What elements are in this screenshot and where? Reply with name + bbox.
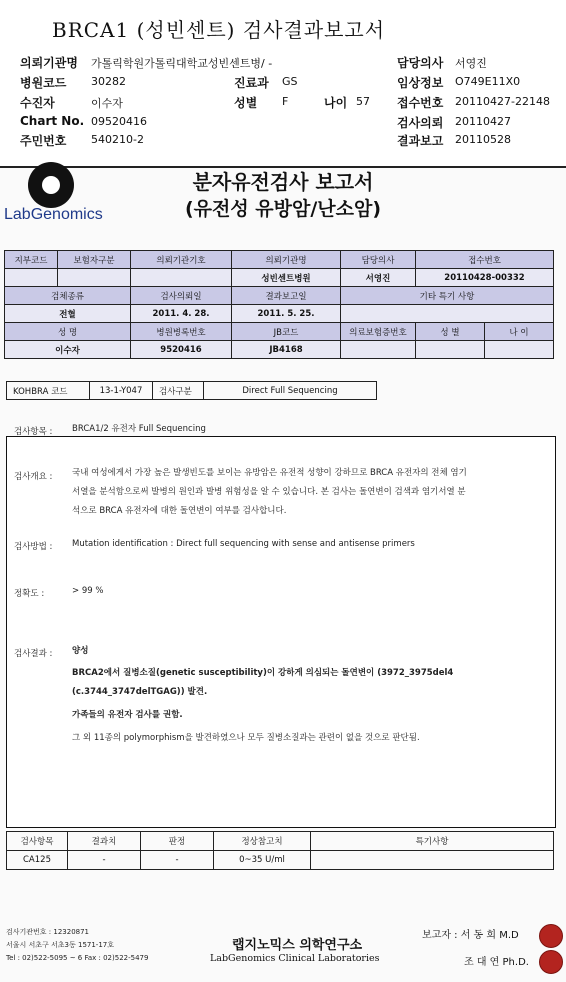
info-value-physician: 서영진	[341, 269, 416, 287]
value-department: GS	[282, 75, 298, 88]
finding-line-1: BRCA2에서 질병소질(genetic susceptibility)이 강하게 의심되는 돌연변이 (3972_3975del4	[72, 668, 454, 678]
info-value-age	[484, 341, 553, 359]
recommendation: 가족들의 유전자 검사를 권함.	[72, 710, 183, 720]
value-test-request: 20110427	[455, 115, 511, 128]
test-item-value: BRCA1/2 유전자 Full Sequencing	[72, 424, 206, 434]
overview-label: 검사개요 :	[14, 472, 53, 482]
info-label: 나 이	[484, 323, 553, 341]
patient-info-table	[4, 250, 554, 359]
reporter-1: 보고자 : 서 동 희 M.D	[422, 930, 519, 941]
info-label: 의료보험증번호	[341, 323, 416, 341]
col-header: 특기사항	[311, 832, 554, 851]
info-value-sex	[416, 341, 485, 359]
value-requesting-institution: 가톨릭학원가톨릭대학교성빈센트병/ -	[91, 57, 273, 70]
value-result-report: 20110528	[455, 133, 511, 146]
table-cell	[311, 851, 554, 870]
info-label: 성 별	[416, 323, 485, 341]
seal-stamp-icon	[539, 950, 563, 974]
col-header: 정상참고치	[214, 832, 311, 851]
info-value-insurance	[341, 341, 416, 359]
info-value-name: 이수자	[5, 341, 131, 359]
test-item-label: 검사항목 :	[14, 427, 53, 437]
overview-line-2: 서열을 분석함으로써 발병의 원인과 발병 위험성을 알 수 있습니다. 본 검사는 돌연변이 검색과 염기서열 분	[72, 487, 466, 497]
footer-address: 서울시 서초구 서초3동 1571-17호	[6, 941, 114, 949]
info-value-specimen: 전혈	[5, 305, 131, 323]
label-sex: 성별	[234, 96, 258, 110]
info-label: 의뢰기관기호	[131, 251, 232, 269]
table-cell: CA125	[7, 851, 68, 870]
info-value-receipt: 20110428-00332	[416, 269, 554, 287]
label-hospital-code: 병원코드	[20, 76, 67, 90]
label-requesting-institution: 의뢰기관명	[20, 56, 78, 70]
kohbra-code: 13-1-Y047	[90, 382, 153, 400]
institute-name-ko: 랩지노믹스 의학연구소	[232, 938, 363, 953]
info-value-report-date: 2011. 5. 25.	[232, 305, 341, 323]
value-clinical-info: O749E11X0	[455, 75, 521, 88]
kohbra-table	[6, 381, 377, 400]
value-sex: F	[282, 95, 289, 108]
value-chart-no: 09520416	[91, 115, 147, 128]
label-physician: 담당의사	[397, 56, 444, 70]
label-age: 나이	[324, 96, 348, 110]
institute-name-en: LabGenomics Clinical Laboratories	[210, 953, 380, 964]
col-header: 결과치	[68, 832, 141, 851]
col-header: 검사항목	[7, 832, 68, 851]
info-value-institution: 성빈센트병원	[232, 269, 341, 287]
overview-line-1: 국내 여성에게서 가장 높은 발생빈도를 보이는 유방암은 유전적 성향이 강하므로 BRCA 유전자의 전체 염기	[72, 468, 467, 478]
label-department: 진료과	[234, 76, 269, 90]
report-title: 분자유전검사 보고서	[192, 170, 374, 194]
info-label: 성 명	[5, 323, 131, 341]
label-receipt-number: 접수번호	[397, 96, 444, 110]
value-hospital-code: 30282	[91, 75, 126, 88]
label-result-report: 결과보고	[397, 134, 444, 148]
value-physician: 서영진	[455, 57, 487, 70]
info-value	[131, 269, 232, 287]
label-patient: 수진자	[20, 96, 55, 110]
info-label: JB코드	[232, 323, 341, 341]
method-label: 검사방법 :	[14, 542, 53, 552]
info-label: 보험자구분	[58, 251, 131, 269]
info-label: 담당의사	[341, 251, 416, 269]
finding-line-2: (c.3744_3747delTGAG)) 발견.	[72, 687, 208, 697]
info-label: 접수번호	[416, 251, 554, 269]
info-label: 지부코드	[5, 251, 58, 269]
info-value	[58, 269, 131, 287]
info-label: 검체종류	[5, 287, 131, 305]
value-resident-number: 540210-2	[91, 133, 144, 146]
logo-text: LabGenomics	[4, 206, 103, 223]
info-label: 병원병록번호	[131, 323, 232, 341]
table-cell: -	[141, 851, 214, 870]
table-cell: -	[68, 851, 141, 870]
label-test-request: 검사의뢰	[397, 116, 444, 130]
test-type-value: Direct Full Sequencing	[204, 382, 377, 400]
ca125-table	[6, 831, 554, 870]
label-resident-number: 주민번호	[20, 134, 67, 148]
info-label: 검사의뢰일	[131, 287, 232, 305]
value-receipt-number: 20110427-22148	[455, 95, 550, 108]
footer-phone: Tel : 02)522-5095 ~ 6 Fax : 02)522-5479	[6, 954, 149, 962]
label-clinical-info: 임상정보	[397, 76, 444, 90]
info-label: 결과보고일	[232, 287, 341, 305]
result-label: 검사결과 :	[14, 649, 53, 659]
info-value-request-date: 2011. 4. 28.	[131, 305, 232, 323]
accuracy-value: > 99 %	[72, 586, 104, 596]
value-age: 57	[356, 95, 370, 108]
info-label: 기타 특기 사항	[341, 287, 554, 305]
polymorphism-note: 그 외 11종의 polymorphism을 발견하였으나 모두 질병소질과는 관련이 없을 것으로 판단됨.	[72, 733, 420, 743]
method-value: Mutation identification : Direct full sequencing with sense and antisense primers	[72, 539, 415, 549]
info-value-record-no: 9520416	[131, 341, 232, 359]
overview-line-3: 석으로 BRCA 유전자에 대한 돌연변이 여부를 검사합니다.	[72, 506, 287, 516]
kohbra-label: KOHBRA 코드	[7, 382, 90, 400]
info-label: 의뢰기관명	[232, 251, 341, 269]
col-header: 판정	[141, 832, 214, 851]
table-cell: 0~35 U/ml	[214, 851, 311, 870]
test-type-label: 검사구분	[153, 382, 204, 400]
result-value: 양성	[72, 646, 89, 656]
report-subtitle: (유전성 유방암/난소암)	[184, 198, 382, 220]
reporter-2: 조 대 연 Ph.D.	[464, 957, 529, 968]
info-value-jb-code: JB4168	[232, 341, 341, 359]
info-value-remarks	[341, 305, 554, 323]
accuracy-label: 정확도 :	[14, 589, 45, 599]
label-chart-no: Chart No.	[20, 114, 85, 128]
value-patient: 이수자	[91, 97, 123, 110]
footer-license: 검사기관번호 : 12320871	[6, 928, 90, 936]
report-header-title: BRCA1 (성빈센트) 검사결과보고서	[52, 18, 386, 42]
seal-stamp-icon	[539, 924, 563, 948]
info-value	[5, 269, 58, 287]
